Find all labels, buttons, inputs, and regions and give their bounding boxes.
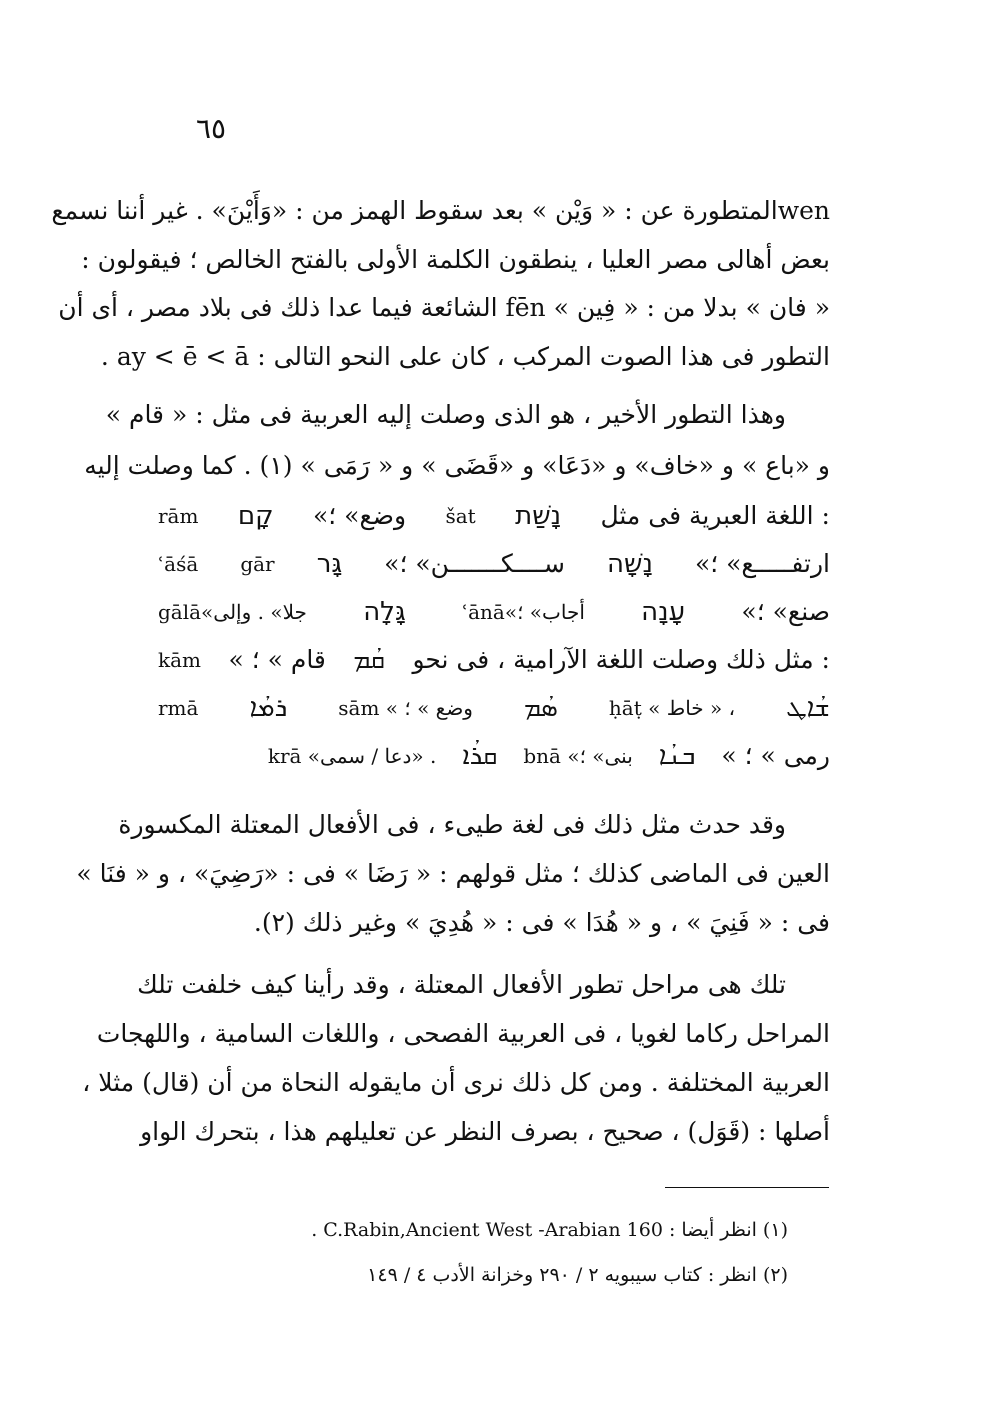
transliteration-gloss: krā «دعا / سمى» . [267, 744, 437, 768]
gloss: « رمى » ؛ [721, 741, 830, 770]
syriac-word: ܩܳܡ [353, 645, 385, 675]
transliteration: ʿāśā [158, 552, 199, 576]
paragraph-2-line-2: و «باع » و «خاف» و «دَعَا» و «قَضَى » و « رَمَى » (١) . كما وصلت إليه [84, 451, 830, 480]
paragraph-2-line-1: وهذا التطور الأخير ، هو الذى وصلت إليه العربية فى مثل : « قام » [105, 400, 786, 429]
hebrew-word: גָּר [316, 549, 343, 579]
paragraph-4-line-1: تلك هى مراحل تطور الأفعال المعتلة ، وقد رأينا كيف خلفت تلك [137, 970, 786, 999]
paragraph-3-line-1: وقد حدث مثل ذلك فى لغة طيىء ، فى الأفعال المعتلة المكسورة [118, 810, 786, 839]
syriac-word: ܣܳܡ [523, 693, 558, 723]
footnote-2: (٢) انظر : كتاب سيبويه ٢ / ٢٩٠ وخزانة الأدب ٤ / ١٤٩ [367, 1264, 788, 1286]
transliteration-gloss: bnā «بنى» ؛ [523, 744, 633, 768]
paragraph-1-line-3: « فان » بدلا من : « فِين » fēn الشائعة فيما عدا ذلك فى بلاد مصر ، أى أن [58, 293, 830, 322]
paragraph-3-line-3: فى : « فَنِيَ » ، و « هُدَا » فى : « هُدِيَ » وغير ذلك (٢). [253, 908, 830, 937]
syriac-word: ܒܢܳܐ [658, 741, 696, 771]
syriac-word: ܩܪܳܐ [462, 741, 498, 771]
syriac-word: ܪܡܳܐ [249, 693, 288, 723]
example-row-hebrew-2 [158, 539, 830, 589]
gloss: «ســــكـــــــن» ؛ [384, 549, 565, 578]
example-row-hebrew-3 [158, 587, 830, 637]
gloss: « قام » ؛ [228, 645, 326, 674]
gloss: «ارتفـــــع» ؛ [694, 549, 830, 578]
page-number: ٦٥ [196, 112, 227, 145]
transliteration-gloss: sām « وضع » ؛ [338, 696, 473, 720]
hebrew-word: קָם [237, 501, 274, 531]
transliteration: šat [445, 504, 476, 528]
example-row-aramaic-3 [158, 731, 830, 781]
paragraph-3-line-2: العين فى الماضى كذلك ؛ مثل قولهم : « رَضَا » فى : «رَضِيَ» ، و « فنَا » [76, 859, 830, 888]
transliteration: rām [158, 504, 199, 528]
transliteration: gār [240, 552, 275, 576]
paragraph-4-line-3: العربية المختلفة . ومن كل ذلك نرى أن مايقوله النحاة من أن (قال) مثلا ، [82, 1068, 830, 1097]
footnote-1: (١) انظر أيضا : C.Rabin,Ancient West -Arabian 160 . [311, 1219, 788, 1241]
row-text: مثل ذلك وصلت اللغة الآرامية ، فى نحو : [412, 645, 830, 674]
paragraph-1-line-4: التطور فى هذا الصوت المركب ، كان على النحو التالى : ay < ē < ā . [100, 342, 830, 371]
hebrew-word: גָּלָה [363, 597, 406, 627]
hebrew-word: נָשָׁה [607, 549, 653, 579]
transliteration: rmā [158, 696, 199, 720]
transliteration-gloss: gālā«جلا» . وإلى [158, 600, 307, 624]
example-row-aramaic-2 [158, 683, 830, 733]
paragraph-1-line-1: wenالمتطورة عن : « وَيْن » بعد سقوط الهمز من : «وَأَيْنَ» . غير أننا نسمع [51, 196, 830, 225]
syriac-word: ܫܳܐܛ [786, 693, 830, 723]
gloss: «وضع» ؛ [312, 501, 407, 530]
example-row-aramaic-1 [158, 635, 830, 685]
example-row-hebrew-1 [158, 491, 830, 541]
hebrew-word: נָשַׁת [515, 501, 562, 531]
footnote-divider [665, 1187, 829, 1188]
paragraph-1-line-2: بعض أهالى مصر العليا ، ينطقون الكلمة الأولى بالفتح الخالص ؛ فيقولون : [81, 245, 830, 274]
row-text: اللغة العبرية فى مثل : [600, 501, 830, 530]
paragraph-4-line-4: أصلها : (قَوَل) ، صحيح ، بصرف النظر عن تعليلهم هذا ، بتحرك الواو [140, 1117, 830, 1146]
transliteration-gloss: ʿānā«أجاب» ؛ [461, 600, 585, 624]
paragraph-4-line-2: المراحل ركاما لغويا ، فى العربية الفصحى ، واللغات السامية ، واللهجات [96, 1019, 830, 1048]
gloss: «صنع» ؛ [741, 597, 830, 626]
transliteration-gloss: ḥāṭ « خاط » ، [608, 696, 736, 720]
transliteration: kām [158, 648, 202, 672]
hebrew-word: עָנָה [641, 597, 686, 627]
